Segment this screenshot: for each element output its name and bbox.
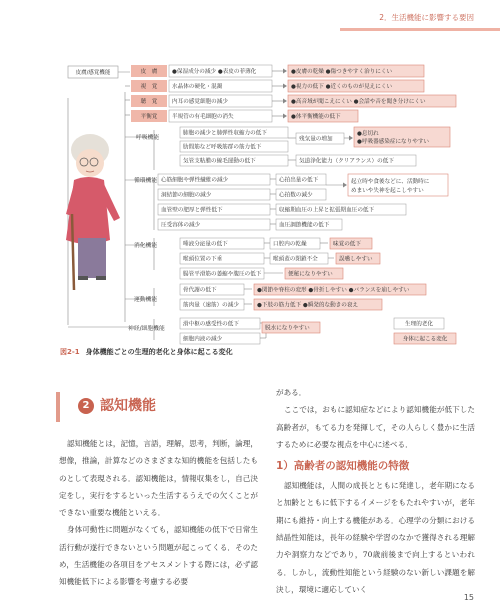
page-number: 15 [463, 593, 474, 602]
right-paragraph-2: 認知機能は，人間の成長とともに発達し，老年期になると加齢とともに低下するイメージをもたれやすいが，老年期にも維持・向上する機能がある．心理学の分類における結晶性知能は，長年の経験や学習のなかで獲得される理解力や洞察力などであり，70歳前後まで向上するといわれる．しかし，流動性知能という経験のない新しい課題を解決し，環境に適応していく [276, 481, 475, 594]
svg-text:血圧調節機能の低下: 血圧調節機能の低下 [279, 222, 330, 229]
right-paragraph-1: ここでは，おもに認知症などにより認知機能が低下した高齢者が，もてる力を発揮して，その人らしく豊かに生活するために必要な視点を中心に述べる． [276, 405, 475, 449]
cat-circulatory: 循環機能 [134, 178, 158, 184]
left-column [59, 435, 258, 591]
svg-text:肺胞の減少と肺弾性収縮力の低下: 肺胞の減少と肺弾性収縮力の低下 [183, 130, 267, 137]
legend-aging: 生理的老化 [405, 321, 433, 328]
sensory-aging-skin: ●保湿成分の減少 ●表皮の菲薄化 [172, 69, 257, 75]
svg-text:●呼吸器感染症になりやすい: ●呼吸器感染症になりやすい [357, 139, 430, 145]
elderly-woman-illustration [66, 134, 120, 290]
svg-text:起立時や食後などに、活動時に: 起立時や食後などに、活動時に [351, 179, 430, 185]
section-title: 認知機能 [100, 398, 156, 414]
svg-text:喉頭位置の下垂: 喉頭位置の下垂 [183, 256, 223, 263]
svg-text:心筋細胞や弾性繊維の減少: 心筋細胞や弾性繊維の減少 [161, 177, 229, 184]
respiratory-block [180, 127, 450, 166]
diagram-legend [394, 318, 456, 344]
svg-text:便秘になりやすい: 便秘になりやすい [288, 271, 333, 278]
svg-text:●息切れ: ●息切れ [357, 131, 379, 137]
sensory-label-skin: 皮 膚 [140, 69, 158, 75]
sensory-aging-hearing: 内耳の感覚細胞の減少 [172, 99, 228, 105]
cat-respiratory: 呼吸機能 [136, 135, 160, 141]
sensory-effect-skin: ●皮膚の乾燥 ●傷つきやすく治りにくい [291, 69, 393, 75]
right-continuation: がある． [276, 388, 307, 397]
caption-number: 図2-1 [60, 348, 80, 356]
svg-text:誤嚥しやすい: 誤嚥しやすい [339, 256, 373, 263]
circulatory-block [158, 174, 448, 230]
svg-text:圧受容体の減少: 圧受容体の減少 [161, 222, 201, 229]
svg-text:血管壁の肥厚と弾性低下: 血管壁の肥厚と弾性低下 [161, 207, 223, 214]
svg-text:腸管平滑筋の萎縮や腹圧の低下: 腸管平滑筋の萎縮や腹圧の低下 [183, 271, 262, 278]
sensory-effect-balance: ●体平衡機能の低下 [291, 114, 341, 120]
sensory-aging-balance: 半規管の有毛細胞の消失 [172, 114, 234, 120]
svg-text:滑中枢の感受性の低下: 滑中枢の感受性の低下 [183, 321, 239, 328]
svg-text:心拍出量の低下: 心拍出量の低下 [279, 177, 319, 184]
sensory-rows [131, 65, 456, 122]
svg-text:肋間筋など呼吸筋群の筋力低下: 肋間筋など呼吸筋群の筋力低下 [183, 144, 262, 151]
section-heading [56, 392, 250, 422]
svg-text:残気量の増加: 残気量の増加 [299, 136, 333, 143]
svg-text:筋肉量（速筋）の減少: 筋肉量（速筋）の減少 [183, 302, 239, 309]
running-header: 2．生活機能に影響する要因 [379, 13, 474, 22]
cat-motor: 運動機能 [134, 297, 158, 303]
sensory-aging-vision: 水晶体の硬化・混濁 [172, 84, 223, 90]
svg-text:味覚の低下: 味覚の低下 [333, 241, 361, 248]
svg-text:めまいや失神を起こしやすい: めまいや失神を起こしやすい [351, 188, 424, 194]
svg-text:心拍数の減少: 心拍数の減少 [279, 192, 313, 199]
legend-effect: 身体に起こる変化 [402, 336, 448, 343]
caption-title: 身体機能ごとの生理的老化と身体に起こる変化 [85, 348, 233, 356]
svg-text:細胞内液の減少: 細胞内液の減少 [183, 336, 223, 343]
cat-sensory: 皮膚/感覚機能 [75, 70, 111, 76]
left-paragraph-2: 身体可動性に問題がなくても，認知機能の低下で日常生活行動が遂行できないという問題が起こってくる．そのため，生活機能の各項目をアセスメントする際には，必ず認知機能低下による影響を考慮する必要 [59, 525, 258, 587]
svg-text:口腔内の乾燥: 口腔内の乾燥 [273, 241, 307, 248]
sensory-label-vision: 視 覚 [140, 84, 158, 90]
svg-text:洞結節の細胞の減少: 洞結節の細胞の減少 [161, 192, 212, 199]
svg-text:唾液分泌量の低下: 唾液分泌量の低下 [183, 241, 228, 248]
svg-text:●関節や脊柱の変形 ●骨折しやすい ●バランスを崩しやすい: ●関節や脊柱の変形 ●骨折しやすい ●バランスを崩しやすい [257, 287, 410, 294]
section-number-badge: 2 [78, 398, 94, 414]
sensory-effect-vision: ●視力の低下 ●近くのものが見えにくい [291, 84, 393, 90]
motor-block [180, 284, 426, 310]
figure-caption [60, 347, 233, 357]
svg-text:脱水になりやすい: 脱水になりやすい [265, 325, 310, 332]
digestive-block [180, 238, 380, 279]
svg-text:骨代謝の低下: 骨代謝の低下 [183, 287, 217, 294]
cat-digestive: 消化機能 [134, 243, 158, 249]
sensory-label-balance: 平衡覚 [140, 114, 158, 120]
left-paragraph-1: 認知機能とは，記憶，言語，理解，思考，判断，論理，想像，推論，計算などのさまざまな知的機能を包括したものとして表現される．認知機能は，情報収集をし，自己決定をし，実行をするといった生活するうえでの欠くことができない重要な機能といえる． [59, 439, 258, 518]
right-column [276, 384, 475, 598]
svg-text:●下肢の筋力低下 ●瞬発的な動きの衰え: ●下肢の筋力低下 ●瞬発的な動きの衰え [257, 302, 359, 309]
cat-neural: 神経/細胞機能 [128, 326, 165, 332]
subsection-title: 1）高齢者の認知機能の特徴 [276, 460, 410, 473]
sensory-label-hearing: 聴 覚 [140, 99, 158, 105]
svg-text:気道浄化能力（クリアランス）の低下: 気道浄化能力（クリアランス）の低下 [299, 158, 394, 165]
svg-text:収縮期血圧の上昇と拡張期血圧の低下: 収縮期血圧の上昇と拡張期血圧の低下 [279, 207, 375, 214]
svg-text:気管支粘膜の線毛運動の低下: 気管支粘膜の線毛運動の低下 [183, 158, 256, 165]
neural-block [180, 318, 320, 344]
svg-text:喉頭蓋の閉鎖不全: 喉頭蓋の閉鎖不全 [273, 256, 318, 263]
sensory-effect-hearing: ●高音域が聞こえにくい ●会話や音を聞き分けにくい [291, 99, 426, 105]
